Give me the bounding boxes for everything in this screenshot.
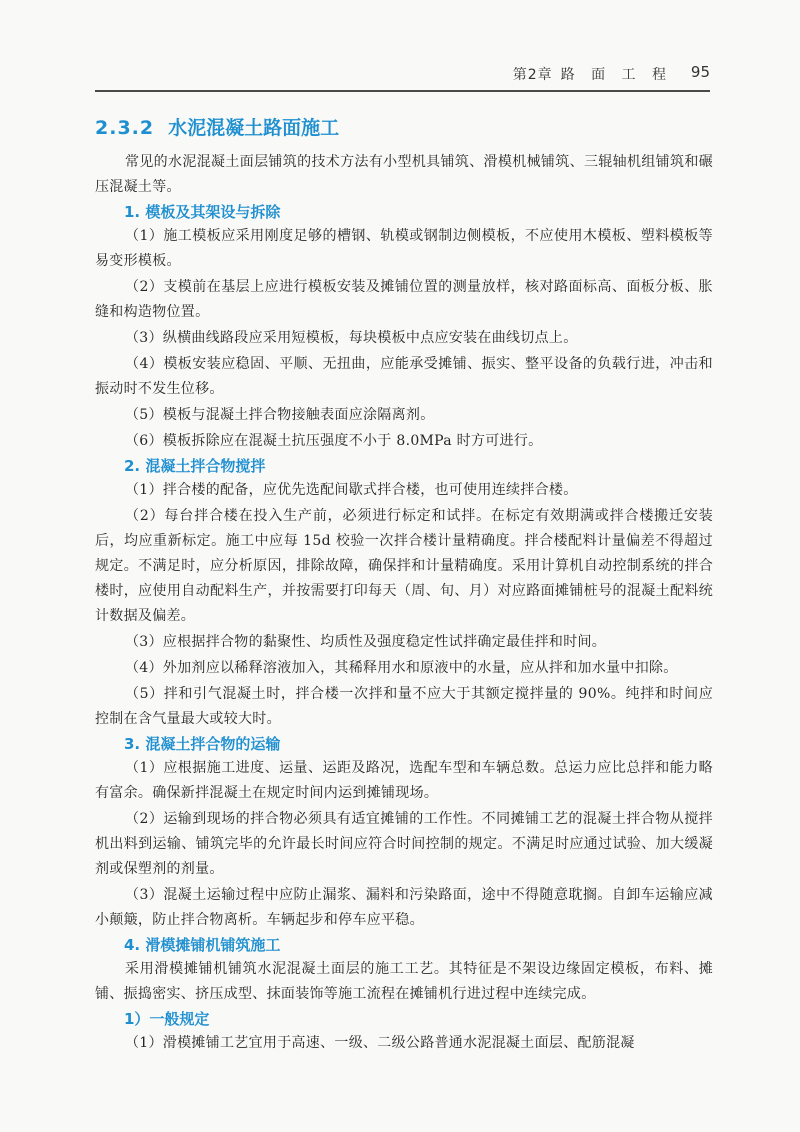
paragraph: （3）纵横曲线路段应采用短模板，每块模板中点应安装在曲线切点上。 [125,330,578,346]
section-title: 水泥混凝土路面施工 [168,117,340,139]
paragraph: （1）滑模摊铺工艺宜用于高速、一级、二级公路普通水泥混凝土面层、配筋混凝 [125,1035,635,1051]
paragraph: （5）模板与混凝土拌合物接触表面应涂隔离剂。 [125,407,435,423]
running-header [95,62,710,88]
section-content [95,150,713,1056]
section-heading [95,112,713,144]
paragraph: （2）每台拌合楼在投入生产前，必须进行标定和试拌。在标定有效期满或拌合楼搬迁安装后，均应重新标定。施工中应每 15d 校验一次拌合楼计量精确度。拌合楼配料计量偏差不得超过规定。不满足时，应分析原因，排除故障，确保拌和计量精确度。采用计算机自动控制系统的拌合楼时，应使用自动配料生产，并按需要打印每天（周、旬、月）对应路面摊铺桩号的混凝土配料统计数据及偏差。 [95,508,713,624]
paragraph: 常见的水泥混凝土面层铺筑的技术方法有小型机具铺筑、滑模机械铺筑、三辊轴机组铺筑和碾压混凝土等。 [95,154,713,195]
paragraph: （2）运输到现场的拌合物必须具有适宜摊铺的工作性。不同摊铺工艺的混凝土拌合物从搅拌机出料到运输、铺筑完毕的允许最长时间应符合时间控制的规定。不满足时应通过试验、加大缓凝剂或保塑剂的剂量。 [95,811,713,877]
subsection-heading: 3. 混凝土拌合物的运输 [124,735,281,753]
section-number: 2.3.2 [95,117,155,139]
paragraph: （6）模板拆除应在混凝土抗压强度不小于 8.0MPa 时方可进行。 [125,433,543,449]
subsection-heading: 1）一般规定 [124,1010,210,1028]
subsection-heading: 4. 滑模摊铺机铺筑施工 [124,936,281,954]
paragraph: （4）模板安装应稳固、平顺、无扭曲，应能承受摊铺、振实、整平设备的负载行进，冲击和振动时不发生位移。 [95,356,713,397]
paragraph: （1）施工模板应采用刚度足够的槽钢、轨模或钢制边侧模板，不应使用木模板、塑料模板等易变形模板。 [95,228,713,269]
paragraph: 采用滑模摊铺机铺筑水泥混凝土面层的施工工艺。其特征是不架设边缘固定模板，布料、摊铺、振捣密实、挤压成型、抹面装饰等施工流程在摊铺机行进过程中连续完成。 [95,961,713,1002]
paragraph: （1）应根据施工进度、运量、运距及路况，选配车型和车辆总数。总运力应比总拌和能力略有富余。确保新拌混凝土在规定时间内运到摊铺现场。 [95,760,713,801]
subsection-heading: 2. 混凝土拌合物搅拌 [124,457,266,475]
paragraph: （2）支模前在基层上应进行模板安装及摊铺位置的测量放样，核对路面标高、面板分板、胀缝和构造物位置。 [95,279,713,320]
header-rule [95,90,710,92]
chapter-title: 路 面 工 程 [560,67,672,83]
paragraph: （5）拌和引气混凝土时，拌合楼一次拌和量不应大于其额定搅拌量的 90%。纯拌和时间应控制在含气量最大或较大时。 [95,686,713,727]
page-number: 95 [690,63,710,81]
paragraph: （1）拌合楼的配备，应优先选配间歇式拌合楼，也可使用连续拌合楼。 [125,482,578,498]
running-header-text [513,64,672,84]
paragraph: （3）应根据拌合物的黏聚性、均质性及强度稳定性试拌确定最佳拌和时间。 [125,634,607,650]
page-body [95,112,713,1057]
paragraph: （4）外加剂应以稀释溶液加入，其稀释用水和原液中的水量，应从拌和加水量中扣除。 [125,660,678,676]
subsection-heading: 1. 模板及其架设与拆除 [124,203,281,221]
paragraph: （3）混凝土运输过程中应防止漏浆、漏料和污染路面，途中不得随意耽搁。自卸车运输应减小颠簸，防止拌合物离析。车辆起步和停车应平稳。 [95,887,713,928]
chapter-label: 第2章 [512,67,553,83]
